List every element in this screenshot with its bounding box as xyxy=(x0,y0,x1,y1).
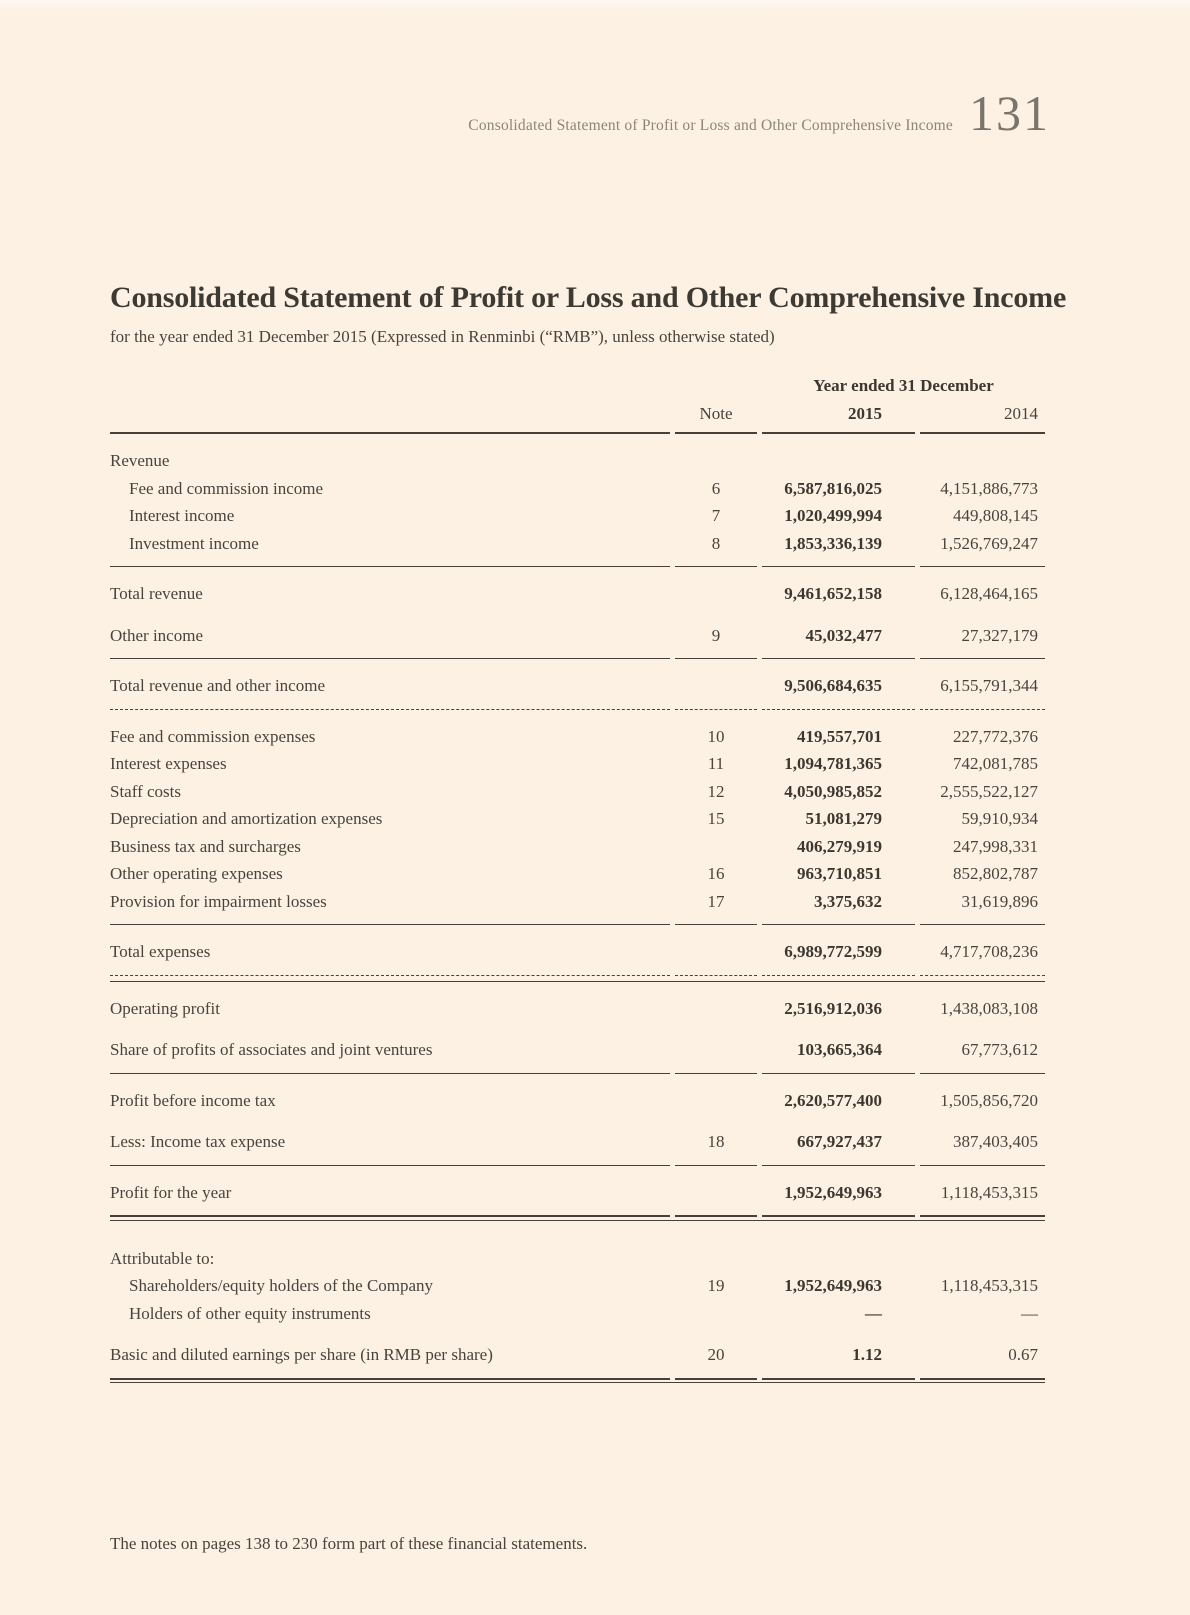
table-row xyxy=(110,1166,1045,1221)
row-value-2015: 9,461,652,158 xyxy=(784,584,882,603)
row-label: Total revenue and other income xyxy=(110,659,670,710)
row-label: Basic and diluted earnings per share (in RMB per share) xyxy=(110,1327,670,1380)
row-label: Fee and commission expenses xyxy=(110,726,316,746)
row-label: Provision for impairment losses xyxy=(110,888,670,926)
row-value-2015: 103,665,364 xyxy=(762,1036,915,1074)
row-note xyxy=(675,659,757,710)
row-note xyxy=(675,1221,757,1273)
row-value-2014 xyxy=(920,1221,1045,1273)
row-value-2014 xyxy=(920,434,1045,475)
row-value-2015: 51,081,279 xyxy=(805,809,882,828)
row-note xyxy=(675,434,757,475)
statement-table-body xyxy=(110,434,1045,1383)
col-header-2015: 2015 xyxy=(762,400,915,435)
row-note xyxy=(675,567,757,622)
table-row xyxy=(110,860,1045,888)
row-value-2015: 419,557,701 xyxy=(797,726,882,746)
row-value-2014: 1,118,453,315 xyxy=(940,1276,1038,1295)
table-row xyxy=(110,475,1045,503)
row-value-2014: — xyxy=(1021,1303,1038,1323)
row-note xyxy=(675,925,757,976)
row-value-2014: 247,998,331 xyxy=(953,836,1038,856)
row-label: Other operating expenses xyxy=(110,864,283,883)
spacer-cell xyxy=(675,372,757,400)
row-label: Revenue xyxy=(110,451,170,470)
table-column-header-row xyxy=(110,400,1045,435)
row-value-2015: 4,050,985,852 xyxy=(784,781,882,801)
row-note xyxy=(675,1166,757,1218)
table-row xyxy=(110,567,1045,622)
table-row xyxy=(110,833,1045,861)
row-note: 7 xyxy=(711,506,721,525)
row-value-2015: 406,279,919 xyxy=(797,836,882,856)
col-header-note: Note xyxy=(675,400,757,435)
row-note xyxy=(675,1036,757,1074)
row-value-2015: 963,710,851 xyxy=(797,864,882,883)
table-row xyxy=(110,1327,1045,1383)
row-value-2014: 1,438,083,108 xyxy=(940,998,1038,1018)
row-label: Profit before income tax xyxy=(110,1090,276,1110)
table-row xyxy=(110,778,1045,806)
row-value-2015: 1,853,336,139 xyxy=(762,530,915,568)
table-row xyxy=(110,750,1045,778)
row-note xyxy=(675,1300,757,1328)
row-label: Business tax and surcharges xyxy=(110,836,301,856)
row-note: 10 xyxy=(707,726,725,746)
table-row xyxy=(110,805,1045,833)
row-value-2015: 3,375,632 xyxy=(762,888,915,926)
footer-note: The notes on pages 138 to 230 form part of these financial statements. xyxy=(110,1534,588,1553)
statement-table xyxy=(110,372,1045,1383)
row-label: Interest income xyxy=(129,506,235,525)
row-value-2014: 449,808,145 xyxy=(953,506,1038,525)
row-label: Other income xyxy=(110,622,670,660)
doc-subtitle: for the year ended 31 December 2015 (Expressed in Renminbi (“RMB”), unless otherwise stated) xyxy=(110,327,775,346)
row-note: 12 xyxy=(707,781,725,801)
row-value-2014: 852,802,787 xyxy=(953,864,1038,883)
row-note xyxy=(675,833,757,861)
row-note: 20 xyxy=(675,1327,757,1380)
row-label: Fee and commission income xyxy=(129,478,324,498)
table-period-header-row xyxy=(110,372,1045,400)
table-row xyxy=(110,1074,1045,1129)
table-row xyxy=(110,530,1045,568)
row-label: Depreciation and amortization expenses xyxy=(110,809,383,828)
row-value-2014: 4,151,886,773 xyxy=(940,478,1038,498)
table-row xyxy=(110,888,1045,926)
row-note xyxy=(675,1074,757,1129)
table-row xyxy=(110,1036,1045,1074)
table-row xyxy=(110,434,1045,475)
table-row xyxy=(110,982,1045,1037)
row-label: Total revenue xyxy=(110,584,203,603)
row-note: 15 xyxy=(707,809,725,828)
row-value-2014: 1,118,453,315 xyxy=(920,1166,1045,1218)
row-note: 18 xyxy=(675,1128,757,1166)
row-note: 9 xyxy=(675,622,757,660)
spacer-cell xyxy=(110,372,670,400)
page-top-edge xyxy=(0,0,1190,10)
row-value-2015 xyxy=(762,434,915,475)
row-label: Less: Income tax expense xyxy=(110,1128,670,1166)
row-value-2015 xyxy=(762,1221,915,1273)
row-note: 17 xyxy=(675,888,757,926)
row-label: Interest expenses xyxy=(110,754,227,773)
row-value-2015: — xyxy=(865,1303,882,1323)
row-value-2015: 1,952,649,963 xyxy=(784,1276,882,1295)
row-label: Share of profits of associates and joint ventures xyxy=(110,1036,670,1074)
row-value-2014: 387,403,405 xyxy=(920,1128,1045,1166)
row-note: 19 xyxy=(707,1276,725,1295)
row-label: Profit for the year xyxy=(110,1166,670,1218)
header-section-title: Consolidated Statement of Profit or Loss and Other Comprehensive Income xyxy=(468,117,953,134)
row-value-2014: 6,155,791,344 xyxy=(920,659,1045,710)
row-value-2014: 0.67 xyxy=(920,1327,1045,1380)
table-row xyxy=(110,710,1045,751)
row-value-2014: 67,773,612 xyxy=(920,1036,1045,1074)
table-row xyxy=(110,502,1045,530)
table-row xyxy=(110,659,1045,710)
row-note: 8 xyxy=(675,530,757,568)
row-value-2014: 59,910,934 xyxy=(961,809,1038,828)
row-label: Attributable to: xyxy=(110,1248,215,1268)
row-value-2015: 1,952,649,963 xyxy=(762,1166,915,1218)
table-row xyxy=(110,622,1045,660)
row-value-2014: 2,555,522,127 xyxy=(940,781,1038,801)
row-value-2014: 27,327,179 xyxy=(920,622,1045,660)
row-value-2015: 2,620,577,400 xyxy=(784,1090,882,1110)
row-value-2014: 742,081,785 xyxy=(953,754,1038,773)
table-row xyxy=(110,1272,1045,1300)
row-value-2014: 1,526,769,247 xyxy=(920,530,1045,568)
row-value-2015: 6,587,816,025 xyxy=(784,478,882,498)
row-value-2014: 1,505,856,720 xyxy=(940,1090,1038,1110)
spacer-cell xyxy=(110,400,670,435)
table-row xyxy=(110,1128,1045,1166)
table-row xyxy=(110,1221,1045,1273)
row-label: Shareholders/equity holders of the Company xyxy=(129,1276,434,1295)
row-value-2015: 9,506,684,635 xyxy=(762,659,915,710)
row-value-2014: 227,772,376 xyxy=(953,726,1038,746)
row-note: 6 xyxy=(711,478,721,498)
row-label: Total expenses xyxy=(110,925,670,976)
row-note: 16 xyxy=(707,864,725,883)
page-number: 131 xyxy=(969,85,1050,141)
table-row xyxy=(110,1300,1045,1328)
row-value-2015: 1.12 xyxy=(762,1327,915,1380)
row-note xyxy=(675,982,757,1037)
row-note: 11 xyxy=(707,754,725,773)
row-value-2015: 1,020,499,994 xyxy=(784,506,882,525)
row-value-2014: 4,717,708,236 xyxy=(920,925,1045,976)
row-value-2014: 31,619,896 xyxy=(920,888,1045,926)
col-header-2014: 2014 xyxy=(920,400,1045,435)
row-label: Investment income xyxy=(110,530,670,568)
row-value-2015: 6,989,772,599 xyxy=(762,925,915,976)
page-header xyxy=(110,85,1050,141)
row-label: Holders of other equity instruments xyxy=(129,1303,371,1323)
row-value-2015: 667,927,437 xyxy=(762,1128,915,1166)
row-label: Staff costs xyxy=(110,781,181,801)
doc-title: Consolidated Statement of Profit or Loss and Other Comprehensive Income xyxy=(110,281,1067,314)
table-period-header: Year ended 31 December xyxy=(813,376,994,395)
row-value-2015: 1,094,781,365 xyxy=(784,754,882,773)
row-value-2015: 2,516,912,036 xyxy=(784,998,882,1018)
table-row xyxy=(110,925,1045,982)
row-value-2014: 6,128,464,165 xyxy=(940,584,1038,603)
row-value-2015: 45,032,477 xyxy=(762,622,915,660)
row-label: Operating profit xyxy=(110,998,220,1018)
